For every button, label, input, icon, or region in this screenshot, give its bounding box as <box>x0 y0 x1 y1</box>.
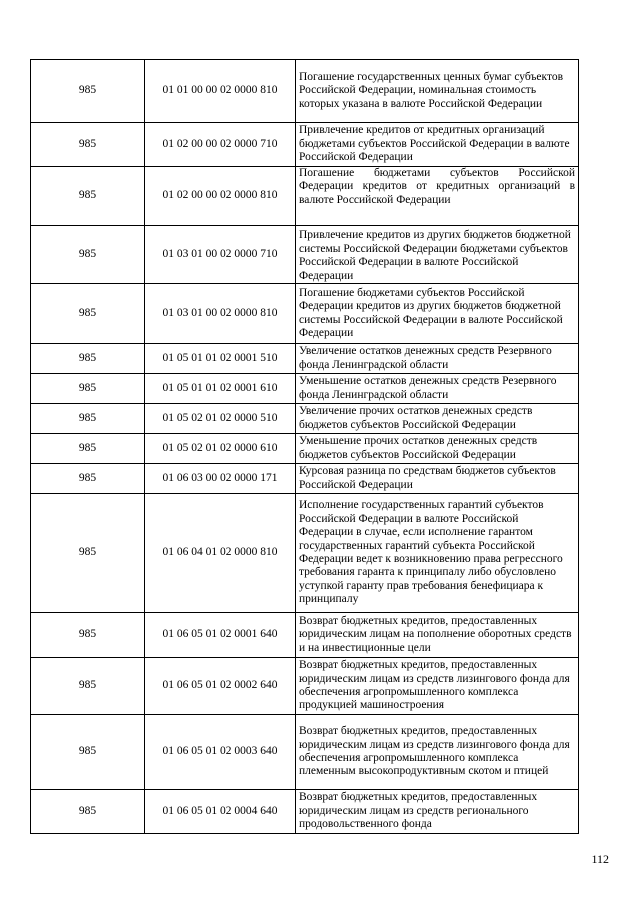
description-cell: Возврат бюджетных кредитов, предоставленных юридическим лицам из средств лизингового фонда для обеспечения агропромышленного комплекса племенным высокопродуктивным скотом и птицей <box>296 715 579 790</box>
table-row <box>31 374 579 404</box>
table-row <box>31 715 579 790</box>
description-cell: Уменьшение прочих остатков денежных средств бюджетов субъектов Российской Федерации <box>296 434 579 464</box>
table-row <box>31 284 579 344</box>
description-cell: Привлечение кредитов от кредитных организаций бюджетами субъектов Российской Федерации в валюте Российской Федерации <box>296 123 579 167</box>
description-cell: Уменьшение остатков денежных средств Резервного фонда Ленинградской области <box>296 374 579 404</box>
table-row <box>31 494 579 613</box>
table-row <box>31 60 579 123</box>
table-row <box>31 123 579 167</box>
budget-code-cell: 01 01 00 00 02 0000 810 <box>145 60 296 123</box>
admin-code-cell: 985 <box>31 284 145 344</box>
table-row <box>31 434 579 464</box>
table-row <box>31 344 579 374</box>
admin-code-cell: 985 <box>31 494 145 613</box>
budget-code-cell: 01 06 05 01 02 0002 640 <box>145 658 296 715</box>
budget-code-cell: 01 03 01 00 02 0000 810 <box>145 284 296 344</box>
admin-code-cell: 985 <box>31 226 145 284</box>
page-number: 112 <box>591 852 609 866</box>
admin-code-cell: 985 <box>31 374 145 404</box>
description-cell: Увеличение прочих остатков денежных средств бюджетов субъектов Российской Федерации <box>296 404 579 434</box>
description-cell: Увеличение остатков денежных средств Резервного фонда Ленинградской области <box>296 344 579 374</box>
budget-code-cell: 01 05 01 01 02 0001 510 <box>145 344 296 374</box>
admin-code-cell: 985 <box>31 60 145 123</box>
budget-code-cell: 01 05 01 01 02 0001 610 <box>145 374 296 404</box>
table-row <box>31 613 579 658</box>
budget-code-cell: 01 05 02 01 02 0000 510 <box>145 404 296 434</box>
admin-code-cell: 985 <box>31 715 145 790</box>
table-row <box>31 167 579 226</box>
budget-code-cell: 01 06 03 00 02 0000 171 <box>145 464 296 494</box>
admin-code-cell: 985 <box>31 404 145 434</box>
description-cell: Возврат бюджетных кредитов, предоставленных юридическим лицам из средств регионального продовольственного фонда <box>296 790 579 834</box>
admin-code-cell: 985 <box>31 344 145 374</box>
budget-code-cell: 01 03 01 00 02 0000 710 <box>145 226 296 284</box>
admin-code-cell: 985 <box>31 123 145 167</box>
description-cell: Исполнение государственных гарантий субъектов Российской Федерации в валюте Российской Федерации в случае, если исполнение гарантом государственных гарантий субъекта Российской Федерации ведет к возникновению права регрессного требования гаранта к принципалу либо обусловлено уступкой гаранту прав требования бенефициара к принципалу <box>296 494 579 613</box>
description-cell: Погашение бюджетами субъектов Российской Федерации кредитов от кредитных организаций в валюте Российской Федерации <box>296 167 579 226</box>
admin-code-cell: 985 <box>31 790 145 834</box>
table-row <box>31 790 579 834</box>
description-cell: Погашение бюджетами субъектов Российской Федерации кредитов из других бюджетов бюджетной системы Российской Федерации в валюте Российской Федерации <box>296 284 579 344</box>
budget-code-cell: 01 05 02 01 02 0000 610 <box>145 434 296 464</box>
admin-code-cell: 985 <box>31 658 145 715</box>
admin-code-cell: 985 <box>31 613 145 658</box>
table-row <box>31 658 579 715</box>
admin-code-cell: 985 <box>31 464 145 494</box>
admin-code-cell: 985 <box>31 434 145 464</box>
budget-code-cell: 01 02 00 00 02 0000 810 <box>145 167 296 226</box>
budget-code-cell: 01 06 05 01 02 0003 640 <box>145 715 296 790</box>
description-cell: Курсовая разница по средствам бюджетов субъектов Российской Федерации <box>296 464 579 494</box>
budget-code-cell: 01 06 05 01 02 0001 640 <box>145 613 296 658</box>
table-row <box>31 404 579 434</box>
table-row <box>31 226 579 284</box>
budget-code-cell: 01 06 05 01 02 0004 640 <box>145 790 296 834</box>
budget-classification-table <box>30 59 579 834</box>
admin-code-cell: 985 <box>31 167 145 226</box>
description-cell: Возврат бюджетных кредитов, предоставленных юридическим лицам на пополнение оборотных средств и на инвестиционные цели <box>296 613 579 658</box>
description-cell: Погашение государственных ценных бумаг субъектов Российской Федерации, номинальная стоимость которых указана в валюте Российской Федерации <box>296 60 579 123</box>
description-cell: Привлечение кредитов из других бюджетов бюджетной системы Российской Федерации бюджетами субъектов Российской Федерации в валюте Российской Федерации <box>296 226 579 284</box>
budget-code-cell: 01 06 04 01 02 0000 810 <box>145 494 296 613</box>
table-row <box>31 464 579 494</box>
budget-code-cell: 01 02 00 00 02 0000 710 <box>145 123 296 167</box>
description-cell: Возврат бюджетных кредитов, предоставленных юридическим лицам из средств лизингового фонда для обеспечения агропромышленного комплекса продукцией машиностроения <box>296 658 579 715</box>
